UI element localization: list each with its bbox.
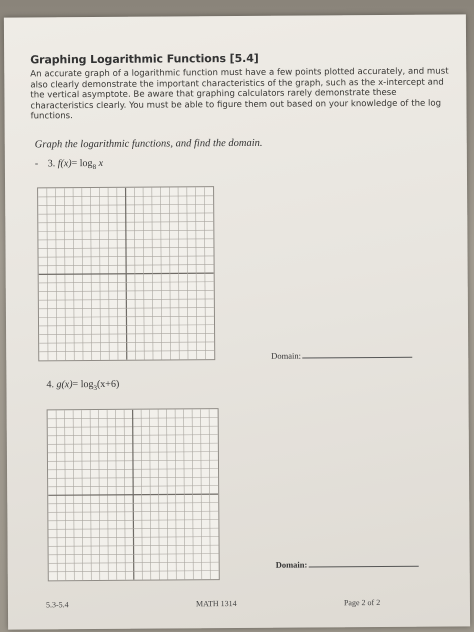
instruction-text: Graph the logarithmic functions, and find the domain.	[34, 137, 263, 151]
problem-3-label	[35, 158, 103, 171]
worksheet-page	[4, 14, 470, 629]
problem-number: 4.	[46, 379, 54, 391]
problem-number: 3.	[47, 158, 56, 170]
footer-section: 5.3-5.4	[45, 600, 69, 610]
function-name: g(x)	[56, 379, 73, 391]
equation-log: = log	[72, 379, 94, 391]
page-title: Graphing Logarithmic Functions [5.4]	[30, 51, 259, 67]
footer-course: MATH 1314	[195, 599, 237, 609]
log-argument: (x+6)	[96, 378, 120, 390]
domain-answer-line[interactable]	[308, 558, 418, 568]
log-argument: x	[96, 157, 104, 169]
grid-svg	[48, 409, 219, 580]
footer-page-number: Page 2 of 2	[343, 598, 381, 608]
domain-field-problem-3	[271, 349, 412, 361]
grid-svg	[38, 187, 214, 360]
intro-paragraph: An accurate graph of a logarithmic function must have a few points plotted accurately, and must also clearly demonstrate the important characteristics of the graph, such as the x-intercept and the vertical asymptote. Be aware that graphing calculators rarely demonstrate these characteristics clearly. You must be able to figure them out based on your knowledge of the log functions.	[30, 66, 449, 122]
domain-answer-line[interactable]	[302, 349, 412, 359]
domain-label: Domain:	[275, 559, 308, 570]
problem-4-label	[46, 379, 119, 393]
graph-grid-problem-4[interactable]	[47, 408, 220, 581]
domain-label: Domain:	[271, 350, 302, 361]
log-base: 3	[93, 383, 98, 393]
bullet-mark: -	[34, 158, 39, 170]
log-base: 8	[92, 162, 97, 172]
graph-grid-problem-3[interactable]	[37, 186, 215, 361]
domain-field-problem-4	[276, 558, 419, 570]
function-name: f(x)	[57, 158, 72, 170]
equation-log: = log	[71, 158, 93, 170]
